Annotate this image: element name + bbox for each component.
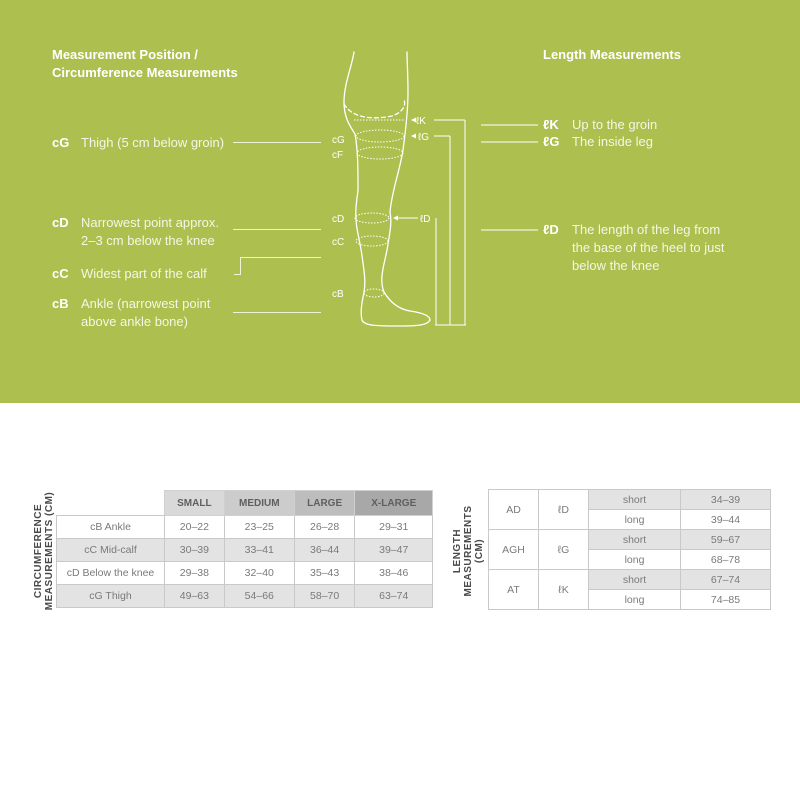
range-cell: 74–85 xyxy=(681,590,771,610)
cell: 58–70 xyxy=(294,585,355,608)
code-cG: cG xyxy=(52,135,70,150)
label-lD: ℓD xyxy=(420,214,431,225)
desc-leg-length xyxy=(572,221,725,275)
circ-label-line2: MEASUREMENTS (CM) xyxy=(44,491,55,611)
label-cD: cD xyxy=(332,214,345,225)
header-xlarge: X-LARGE xyxy=(355,491,433,516)
code-cD: cD xyxy=(52,215,69,230)
circumference-side-label xyxy=(33,491,57,611)
table-row xyxy=(57,539,433,562)
cell: 49–63 xyxy=(165,585,225,608)
desc-leg-length-line1: The length of the leg from xyxy=(572,222,721,237)
label-cC: cC xyxy=(332,237,345,248)
length-label-line2: MEASUREMENTS (CM) xyxy=(463,505,485,597)
desc-below-knee-line1: Narrowest point approx. xyxy=(81,215,220,230)
cell: 30–39 xyxy=(165,539,225,562)
length-table xyxy=(488,489,771,610)
table-row xyxy=(489,530,771,550)
row-label: cG Thigh xyxy=(57,585,165,608)
cell: 26–28 xyxy=(294,516,355,539)
fit-cell: long xyxy=(589,510,681,530)
right-panel-title: Length Measurements xyxy=(543,47,681,62)
row-label: cB Ankle xyxy=(57,516,165,539)
cell: 36–44 xyxy=(294,539,355,562)
fit-cell: short xyxy=(589,570,681,590)
label-cF: cF xyxy=(332,150,344,161)
table-row xyxy=(489,490,771,510)
range-cell: 39–44 xyxy=(681,510,771,530)
range-cell: 68–78 xyxy=(681,550,771,570)
table-row xyxy=(489,570,771,590)
type-cell: AT xyxy=(489,570,539,610)
type-cell: AGH xyxy=(489,530,539,570)
measure-cell: ℓK xyxy=(539,570,589,610)
header-large: LARGE xyxy=(294,491,355,516)
desc-groin: Up to the groin xyxy=(572,117,658,132)
desc-calf: Widest part of the calf xyxy=(81,266,207,281)
measure-cell: ℓD xyxy=(539,490,589,530)
header-medium: MEDIUM xyxy=(224,491,294,516)
table-row xyxy=(57,585,433,608)
cell: 20–22 xyxy=(165,516,225,539)
circ-header-row xyxy=(57,491,433,516)
header-small: SMALL xyxy=(165,491,225,516)
cell: 38–46 xyxy=(355,562,433,585)
circ-label-line1: CIRCUMFERENCE xyxy=(33,503,44,599)
desc-leg-length-line3: below the knee xyxy=(572,258,660,273)
length-side-label xyxy=(452,501,485,601)
cell: 35–43 xyxy=(294,562,355,585)
desc-inside-leg: The inside leg xyxy=(572,134,653,149)
cell: 33–41 xyxy=(224,539,294,562)
fit-cell: long xyxy=(589,550,681,570)
cell: 63–74 xyxy=(355,585,433,608)
range-cell: 59–67 xyxy=(681,530,771,550)
desc-ankle-line1: Ankle (narrowest point xyxy=(81,296,211,311)
row-label: cD Below the knee xyxy=(57,562,165,585)
fit-cell: long xyxy=(589,590,681,610)
circumference-table xyxy=(56,490,433,608)
code-lK: ℓK xyxy=(543,117,559,132)
table-row xyxy=(57,516,433,539)
cell: 29–38 xyxy=(165,562,225,585)
length-label-line1: LENGTH xyxy=(452,528,463,574)
measure-cell: ℓG xyxy=(539,530,589,570)
cell: 39–47 xyxy=(355,539,433,562)
cell: 32–40 xyxy=(224,562,294,585)
cell: 54–66 xyxy=(224,585,294,608)
desc-leg-length-line2: the base of the heel to just xyxy=(572,240,725,255)
cell: 23–25 xyxy=(224,516,294,539)
label-cG: cG xyxy=(332,135,345,146)
circ-header-blank xyxy=(57,491,165,516)
left-title-line1: Measurement Position / xyxy=(52,47,198,62)
type-cell: AD xyxy=(489,490,539,530)
range-cell: 67–74 xyxy=(681,570,771,590)
code-cB: cB xyxy=(52,296,69,311)
fit-cell: short xyxy=(589,490,681,510)
label-lG: ℓG xyxy=(418,132,430,143)
code-lG: ℓG xyxy=(543,134,560,149)
desc-below-knee-line2: 2–3 cm below the knee xyxy=(81,233,215,248)
cell: 29–31 xyxy=(355,516,433,539)
range-cell: 34–39 xyxy=(681,490,771,510)
left-title-line2: Circumference Measurements xyxy=(52,65,238,80)
table-row xyxy=(57,562,433,585)
label-cB: cB xyxy=(332,289,344,300)
fit-cell: short xyxy=(589,530,681,550)
desc-thigh: Thigh (5 cm below groin) xyxy=(81,135,225,150)
code-cC: cC xyxy=(52,266,69,281)
label-lK: ℓK xyxy=(416,116,426,127)
desc-ankle-line2: above ankle bone) xyxy=(81,314,188,329)
row-label: cC Mid-calf xyxy=(57,539,165,562)
code-lD: ℓD xyxy=(543,222,559,237)
